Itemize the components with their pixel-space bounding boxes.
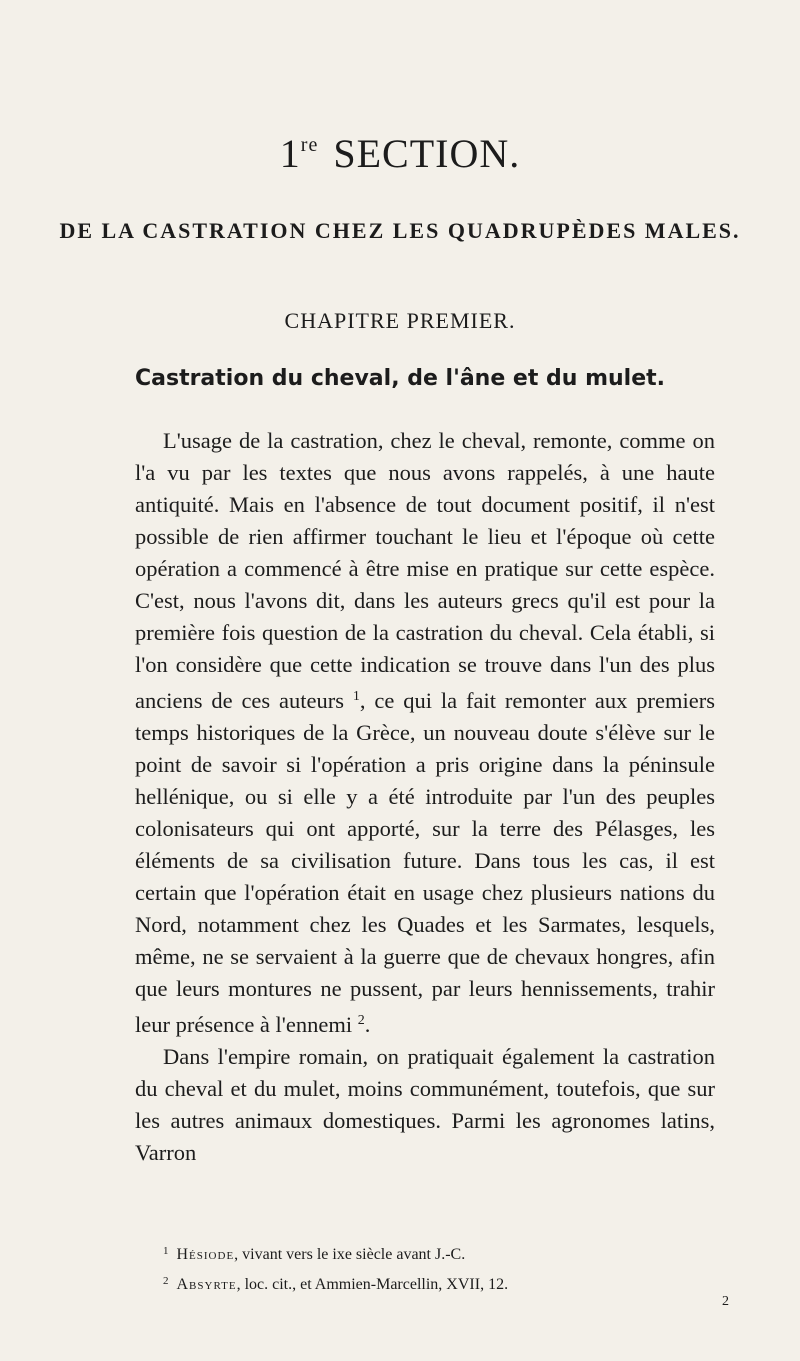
chapter-title: CHAPITRE PREMIER. <box>284 308 516 333</box>
paragraph-1-part-a: L'usage de la castration, chez le cheval, remonte, comme on l'a vu par les textes que nous avons rappelés, à une haute antiquité. Mais en l'absence de tout document positif, il n'est possible de rien affirmer touchant le lieu et l'époque où cette opération a commencé à être mise en pratique sur cette espèce. C'est, nous l'avons dit, dans les auteurs grecs qu'il est pour la première fois question de la castration du cheval. Cela établi, si l'on considère que cette indication se trouve dans l'un des plus anciens de ces auteurs <box>135 428 715 713</box>
footnote-2-number: 2 <box>163 1275 169 1287</box>
footnote-1-text: , vivant vers le ixe siècle avant J.-C. <box>234 1246 466 1263</box>
section-superscript: re <box>300 134 319 156</box>
footnote-2-author: Absyrte <box>176 1276 237 1293</box>
paragraph-2 <box>135 1041 715 1169</box>
section-title <box>0 130 800 177</box>
paragraph-2-part-a: Dans l'empire romain, on pratiquait également la castration du cheval et du mulet, moins communément, toutefois, que sur les autres animaux domestiques. Parmi les agronomes latins, Varron <box>135 1044 715 1165</box>
footnotes <box>135 1238 715 1298</box>
chapter-heading: Castration du cheval, de l'âne et du mulet. <box>134 366 665 391</box>
footnote-2 <box>135 1268 715 1298</box>
page-number: 2 <box>722 1294 729 1309</box>
footnote-1 <box>135 1238 715 1268</box>
paragraph-1 <box>135 425 715 1041</box>
section-label: SECTION. <box>333 131 521 176</box>
footnote-ref-1: 1 <box>352 689 360 704</box>
section-subtitle: DE LA CASTRATION CHEZ LES QUADRUPÈDES MALES. <box>59 218 741 243</box>
section-number: 1 <box>279 131 301 176</box>
paragraph-1-part-b: , ce qui la fait remonter aux premiers temps historiques de la Grèce, un nouveau doute s'élève sur le point de savoir si l'opération a pris origine dans la péninsule hellénique, ou si elle y a été introduite par l'un des peuples colonisateurs qui ont apporté, sur la terre des Pélasges, les éléments de sa civilisation future. Dans tous les cas, il est certain que l'opération était en usage chez plusieurs nations du Nord, notamment chez les Quades et les Sarmates, lesquels, même, ne se servaient à la guerre que de chevaux hongres, afin que leurs montures ne pussent, par leurs hennissements, trahir leur présence à l'ennemi <box>135 688 716 1037</box>
footnote-1-author: Hésiode <box>176 1246 235 1263</box>
body-text <box>135 425 715 1169</box>
paragraph-1-part-c: . <box>364 1012 371 1037</box>
footnote-ref-2: 2 <box>357 1013 365 1028</box>
footnote-2-text: , loc. cit., et Ammien-Marcellin, XVII, 12. <box>236 1276 509 1293</box>
footnote-1-number: 1 <box>163 1245 169 1257</box>
